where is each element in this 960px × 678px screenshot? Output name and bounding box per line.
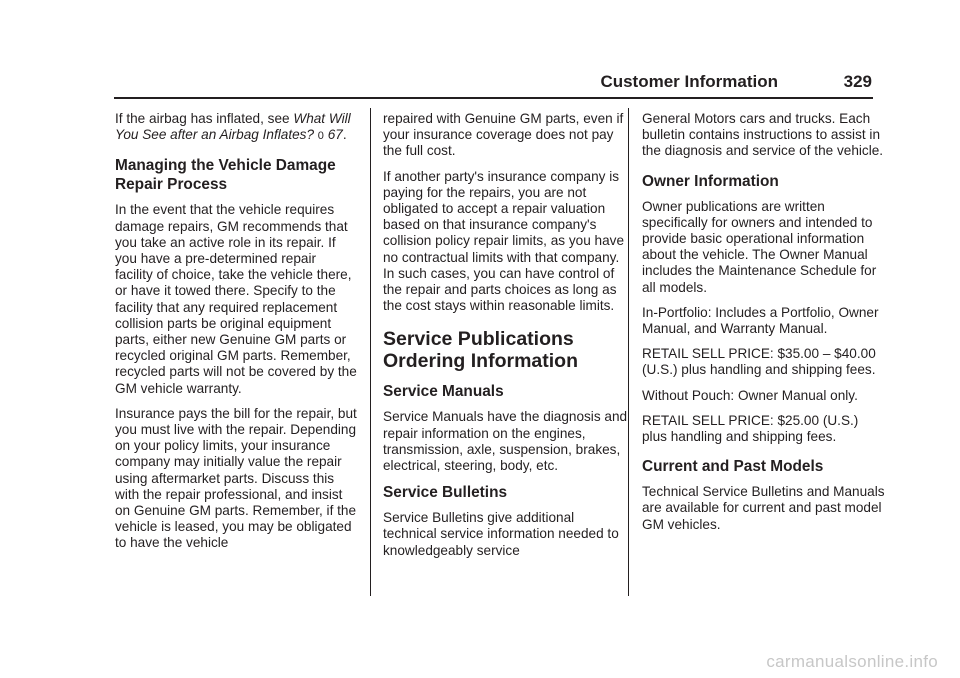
- in-portfolio-paragraph: In-Portfolio: Includes a Portfolio, Owner Manual, and Warranty Manual.: [642, 304, 879, 337]
- models-paragraph: Technical Service Bulletins and Manuals are available for current and past model GM vehicles.: [642, 484, 885, 532]
- reference-page[interactable]: 67: [327, 127, 343, 143]
- service-bulletins-paragraph: Service Bulletins give additional technical service information needed to knowledgeably service: [383, 510, 619, 558]
- heading-managing-repair: Managing the Vehicle Damage Repair Process: [115, 157, 336, 194]
- bulletins-paragraph-cont: General Motors cars and trucks. Each bulletin contains instructions to assist in the diagnosis and service of the vehicle.: [642, 111, 884, 159]
- service-manuals-paragraph: Service Manuals have the diagnosis and repair information on the engines, transmission, axle, suspension, brakes, electrical, steering, body, etc.: [383, 409, 628, 474]
- section-title: Customer Information: [600, 72, 778, 91]
- column-divider-2: [628, 108, 629, 596]
- heading-owner-information: Owner Information: [642, 172, 779, 190]
- managing-paragraph-2: Insurance pays the bill for the repair, but you must live with the repair. Depending on your policy limits, your insurance company may initially value the repair using aftermarket parts. Discuss this with the repair professional, and insist on Genuine GM parts. Remember, if the vehicle is leased, you may be obligated to have the vehicle: [115, 405, 357, 551]
- retail-price-paragraph-2: RETAIL SELL PRICE: $25.00 (U.S.) plus handling and shipping fees.: [642, 412, 859, 445]
- header-rule: [114, 97, 873, 99]
- page-number: 329: [843, 72, 872, 91]
- airbag-reference-text[interactable]: What Will You See after an Airbag Inflates?: [115, 111, 351, 143]
- retail-price-paragraph-1: RETAIL SELL PRICE: $35.00 – $40.00 (U.S.) plus handling and shipping fees.: [642, 346, 876, 378]
- column-3: [642, 111, 887, 542]
- column-2: [383, 111, 628, 568]
- airbag-paragraph: [115, 111, 357, 144]
- heading-service-publications: Service Publications Ordering Information: [383, 328, 578, 373]
- watermark: carmanualsonline.info: [766, 652, 938, 671]
- owner-paragraph: Owner publications are written specifically for owners and intended to provide basic operational information about the vehicle. The Owner Manual includes the Maintenance Schedule for all models.: [642, 198, 877, 295]
- column-1: [115, 111, 357, 561]
- insurance-paragraph-cont: repaired with Genuine GM parts, even if your insurance coverage does not pay the full cost.: [383, 111, 624, 159]
- heading-service-manuals: Service Manuals: [383, 383, 504, 401]
- managing-paragraph-1: In the event that the vehicle requires damage repairs, GM recommends that you take an active role in its repair. If you have a pre-determined repair facility of choice, take the vehicle there, or have it towed there. Specify to the facility that any required replacement collision parts be original equipment parts, either new Genuine GM parts or recycled original GM parts. Remember, recycled parts will not be covered by the GM vehicle warranty.: [115, 202, 357, 396]
- without-pouch-paragraph: Without Pouch: Owner Manual only.: [642, 387, 858, 403]
- sentence-end: .: [342, 127, 347, 143]
- airbag-text: If the airbag has inflated, see: [115, 111, 294, 126]
- column-divider-1: [370, 108, 371, 596]
- page-reference-icon: 0: [317, 130, 324, 143]
- insurance-paragraph-2: If another party's insurance company is paying for the repairs, you are not obligated to accept a repair valuation based on that insurance company's collision policy repair limits, as you have no contractual limits with that company. In such cases, you can have control of the repair and parts choices as long as the cost stays within reasonable limits.: [383, 168, 625, 314]
- heading-current-past-models: Current and Past Models: [642, 458, 824, 476]
- heading-service-bulletins: Service Bulletins: [383, 484, 508, 502]
- page-header: [0, 0, 960, 100]
